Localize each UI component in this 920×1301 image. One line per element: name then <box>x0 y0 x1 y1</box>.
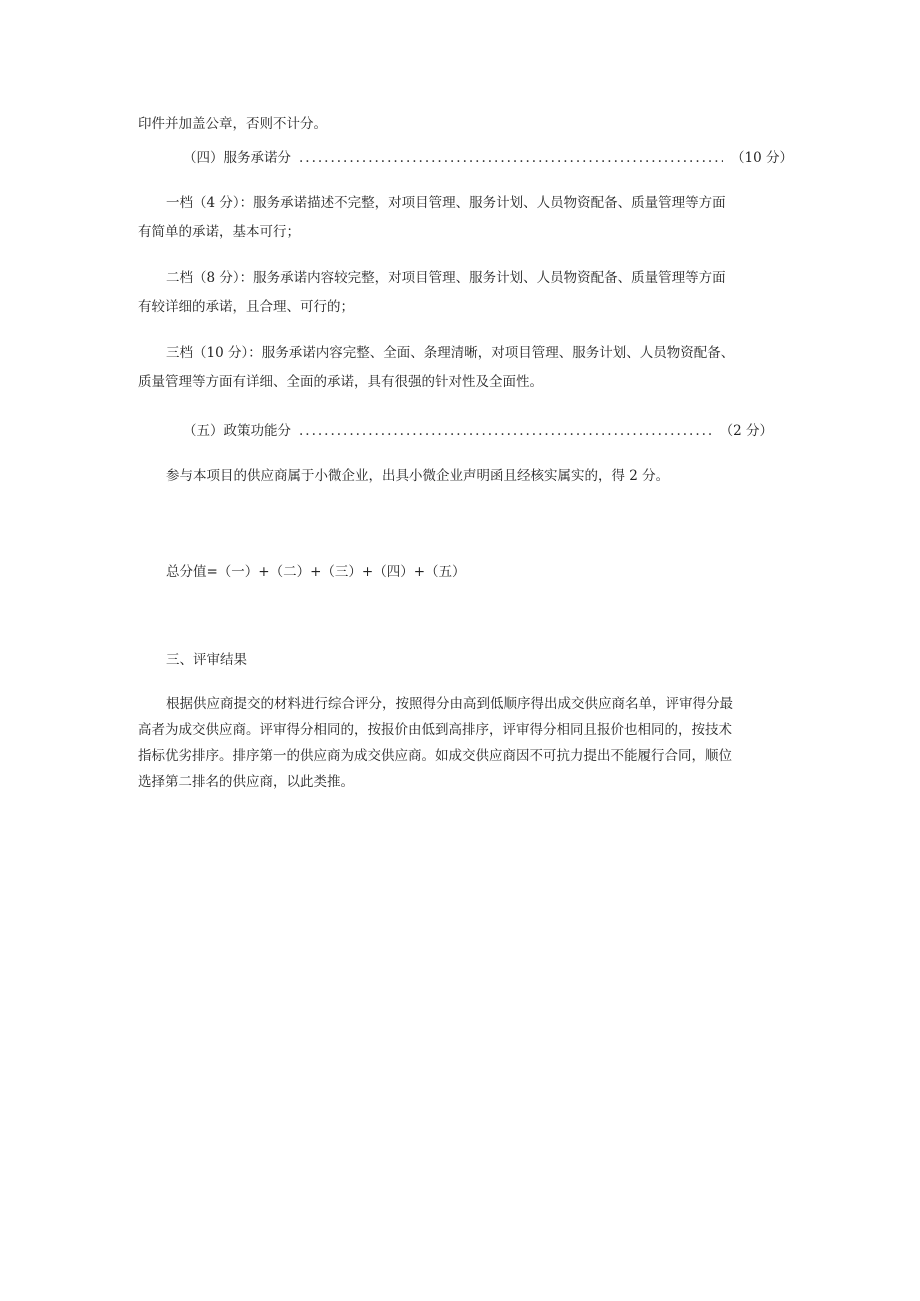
section-heading: 三、评审结果 <box>166 652 247 668</box>
text-line: 质量管理等方面有详细、全面的承诺，具有很强的针对性及全面性。 <box>138 374 543 390</box>
section-five-score: （2 分） <box>719 423 773 439</box>
text-line: 根据供应商提交的材料进行综合评分，按照得分由高到低顺序得出成交供应商名单，评审得分最 <box>166 696 733 712</box>
section-four-score: （10 分） <box>731 150 793 166</box>
text-line: 三档（10 分）：服务承诺内容完整、全面、条理清晰，对项目管理、服务计划、人员物资配备、 <box>166 345 735 361</box>
text-line: 选择第二排名的供应商，以此类推。 <box>138 774 354 790</box>
text-line: 二档（8 分）：服务承诺内容较完整，对项目管理、服务计划、人员物资配备、质量管理等方面 <box>166 270 726 286</box>
leader-dots <box>299 148 723 168</box>
text-line: 有较详细的承诺，且合理、可行的； <box>138 299 354 315</box>
section-four-label: （四）服务承诺分 <box>183 150 291 166</box>
section-five-heading <box>183 421 773 441</box>
text-line: 有简单的承诺，基本可行； <box>138 224 300 240</box>
section-four-heading <box>183 148 793 168</box>
text-line: 一档（4 分）：服务承诺描述不完整，对项目管理、服务计划、人员物资配备、质量管理等方面 <box>166 195 726 211</box>
text-line: 指标优劣排序。排序第一的供应商为成交供应商。如成交供应商因不可抗力提出不能履行合同，顺位 <box>138 748 732 764</box>
leader-dots <box>299 421 712 441</box>
section-five-label: （五）政策功能分 <box>183 423 291 439</box>
text-line: 印件并加盖公章，否则不计分。 <box>138 116 327 132</box>
total-score-formula: 总分值=（一）+（二）+（三）+（四）+（五） <box>166 564 466 580</box>
text-line: 参与本项目的供应商属于小微企业，出具小微企业声明函且经核实属实的，得 2 分。 <box>166 468 670 484</box>
text-line: 高者为成交供应商。评审得分相同的，按报价由低到高排序，评审得分相同且报价也相同的，按技术 <box>138 722 732 738</box>
